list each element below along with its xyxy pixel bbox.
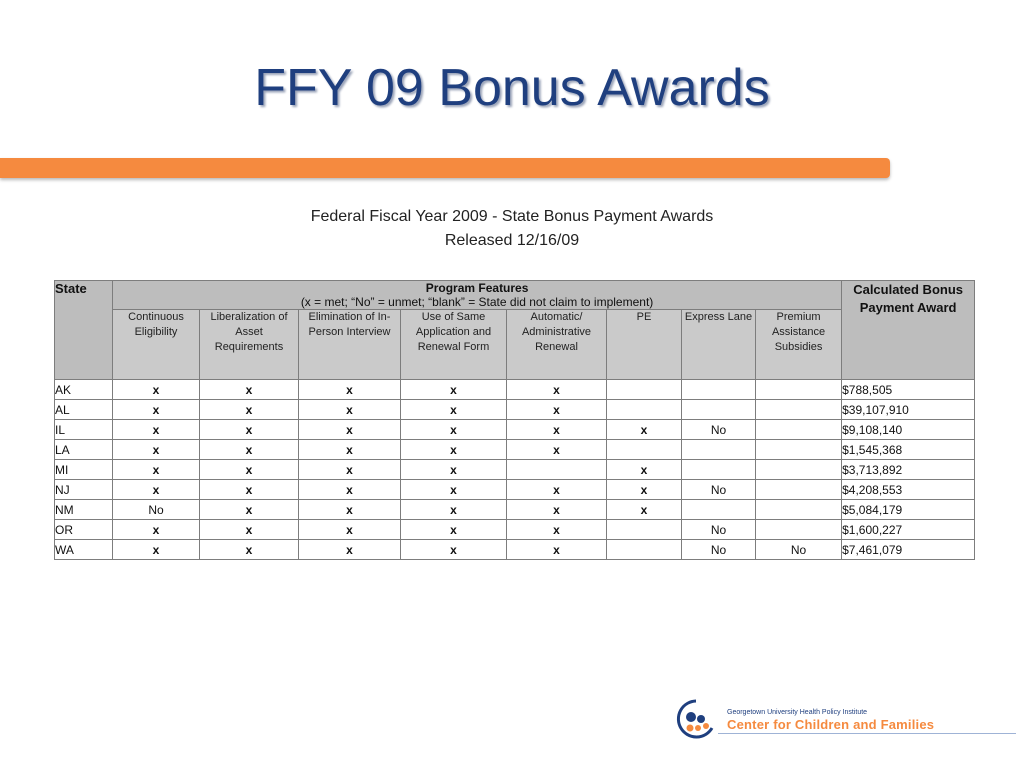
feature-cell	[607, 400, 682, 420]
table-row	[55, 540, 975, 560]
feature-cell	[756, 460, 842, 480]
feature-cell	[682, 380, 756, 400]
table-row	[55, 420, 975, 440]
feature-cell	[756, 380, 842, 400]
state-cell: AK	[55, 380, 113, 400]
state-cell: OR	[55, 520, 113, 540]
feature-cell: x	[299, 460, 401, 480]
award-cell: $5,084,179	[842, 500, 975, 520]
feature-cell: x	[200, 460, 299, 480]
feature-cell	[607, 540, 682, 560]
feature-cell	[756, 400, 842, 420]
feature-cell: x	[507, 400, 607, 420]
feature-cell: x	[200, 440, 299, 460]
table-row	[55, 400, 975, 420]
state-cell: NJ	[55, 480, 113, 500]
feature-cell: No	[682, 520, 756, 540]
feature-cell: x	[113, 460, 200, 480]
feature-cell: No	[682, 420, 756, 440]
table-row	[55, 380, 975, 400]
award-column-header: Calculated Bonus Payment Award	[842, 281, 975, 380]
feature-cell: No	[682, 540, 756, 560]
program-features-header	[113, 281, 842, 310]
feature-cell: x	[507, 540, 607, 560]
logo-institute-text: Georgetown University Health Policy Institute	[727, 709, 868, 716]
feature-cell: x	[200, 520, 299, 540]
feature-cell: x	[113, 440, 200, 460]
feature-cell: x	[507, 420, 607, 440]
title-accent-bar	[0, 158, 890, 178]
feature-cell: x	[299, 440, 401, 460]
feature-cell: No	[113, 500, 200, 520]
feature-cell: x	[401, 380, 507, 400]
table-caption: Federal Fiscal Year 2009 - State Bonus Payment Awards	[310, 208, 714, 225]
feature-cell: No	[756, 540, 842, 560]
feature-cell: x	[200, 540, 299, 560]
feature-cell: x	[299, 520, 401, 540]
feature-column-header: Continuous Eligibility	[113, 310, 200, 380]
feature-cell	[756, 520, 842, 540]
award-cell: $9,108,140	[842, 420, 975, 440]
award-cell: $788,505	[842, 380, 975, 400]
state-column-header: State	[55, 281, 113, 380]
feature-cell: x	[113, 480, 200, 500]
table-row	[55, 480, 975, 500]
state-cell: WA	[55, 540, 113, 560]
feature-cell: x	[507, 500, 607, 520]
award-cell: $3,713,892	[842, 460, 975, 480]
feature-cell: x	[401, 540, 507, 560]
feature-cell	[507, 460, 607, 480]
feature-cell: x	[401, 500, 507, 520]
feature-cell	[756, 420, 842, 440]
award-cell: $4,208,553	[842, 480, 975, 500]
feature-cell: x	[401, 400, 507, 420]
logo-underline	[718, 733, 1016, 734]
feature-cell: x	[507, 440, 607, 460]
bonus-awards-table	[54, 280, 975, 560]
feature-cell	[607, 380, 682, 400]
feature-cell: No	[682, 480, 756, 500]
feature-cell: x	[299, 420, 401, 440]
feature-column-header: Express Lane	[682, 310, 756, 380]
feature-cell: x	[401, 420, 507, 440]
state-cell: LA	[55, 440, 113, 460]
feature-cell: x	[401, 440, 507, 460]
feature-column-header: PE	[607, 310, 682, 380]
feature-cell: x	[113, 520, 200, 540]
feature-cell: x	[507, 380, 607, 400]
feature-header-row	[55, 310, 975, 380]
feature-cell: x	[200, 480, 299, 500]
feature-cell: x	[507, 520, 607, 540]
feature-cell: x	[507, 480, 607, 500]
feature-cell	[682, 440, 756, 460]
feature-cell	[607, 440, 682, 460]
award-cell: $7,461,079	[842, 540, 975, 560]
feature-cell: x	[401, 520, 507, 540]
feature-cell	[682, 500, 756, 520]
feature-cell: x	[113, 540, 200, 560]
feature-column-header: Elimination of In-Person Interview	[299, 310, 401, 380]
table-row	[55, 520, 975, 540]
feature-cell	[682, 400, 756, 420]
feature-cell: x	[200, 380, 299, 400]
feature-column-header: Liberalization of Asset Requirements	[200, 310, 299, 380]
feature-cell: x	[401, 460, 507, 480]
feature-cell	[607, 520, 682, 540]
feature-cell: x	[200, 420, 299, 440]
slide-title: FFY 09 Bonus Awards	[254, 59, 770, 117]
feature-cell: x	[401, 480, 507, 500]
state-cell: NM	[55, 500, 113, 520]
table-row	[55, 440, 975, 460]
ccf-logo-icon	[676, 698, 716, 740]
feature-cell: x	[200, 500, 299, 520]
feature-cell: x	[200, 400, 299, 420]
table-body	[55, 380, 975, 560]
feature-cell	[756, 440, 842, 460]
program-features-title: Program Features	[425, 281, 529, 295]
table-row	[55, 460, 975, 480]
program-features-legend: (x = met; “No” = unmet; “blank” = State did not claim to implement)	[300, 295, 654, 309]
feature-cell: x	[299, 400, 401, 420]
table-row	[55, 500, 975, 520]
state-cell: AL	[55, 400, 113, 420]
feature-cell: x	[113, 380, 200, 400]
feature-column-header: Premium Assistance Subsidies	[756, 310, 842, 380]
feature-cell	[682, 460, 756, 480]
feature-cell: x	[607, 480, 682, 500]
feature-cell: x	[299, 500, 401, 520]
feature-cell: x	[607, 500, 682, 520]
feature-cell: x	[299, 380, 401, 400]
award-cell: $1,545,368	[842, 440, 975, 460]
feature-cell: x	[113, 420, 200, 440]
feature-column-header: Use of Same Application and Renewal Form	[401, 310, 507, 380]
state-cell: MI	[55, 460, 113, 480]
feature-cell: x	[607, 460, 682, 480]
feature-cell: x	[299, 540, 401, 560]
feature-column-header: Automatic/ Administrative Renewal	[507, 310, 607, 380]
feature-cell: x	[299, 480, 401, 500]
feature-cell: x	[113, 400, 200, 420]
feature-cell: x	[607, 420, 682, 440]
logo-center-text: Center for Children and Families	[727, 717, 935, 732]
feature-cell	[756, 480, 842, 500]
state-cell: IL	[55, 420, 113, 440]
table-release-date: Released 12/16/09	[444, 232, 580, 249]
feature-cell	[756, 500, 842, 520]
award-cell: $39,107,910	[842, 400, 975, 420]
award-cell: $1,600,227	[842, 520, 975, 540]
